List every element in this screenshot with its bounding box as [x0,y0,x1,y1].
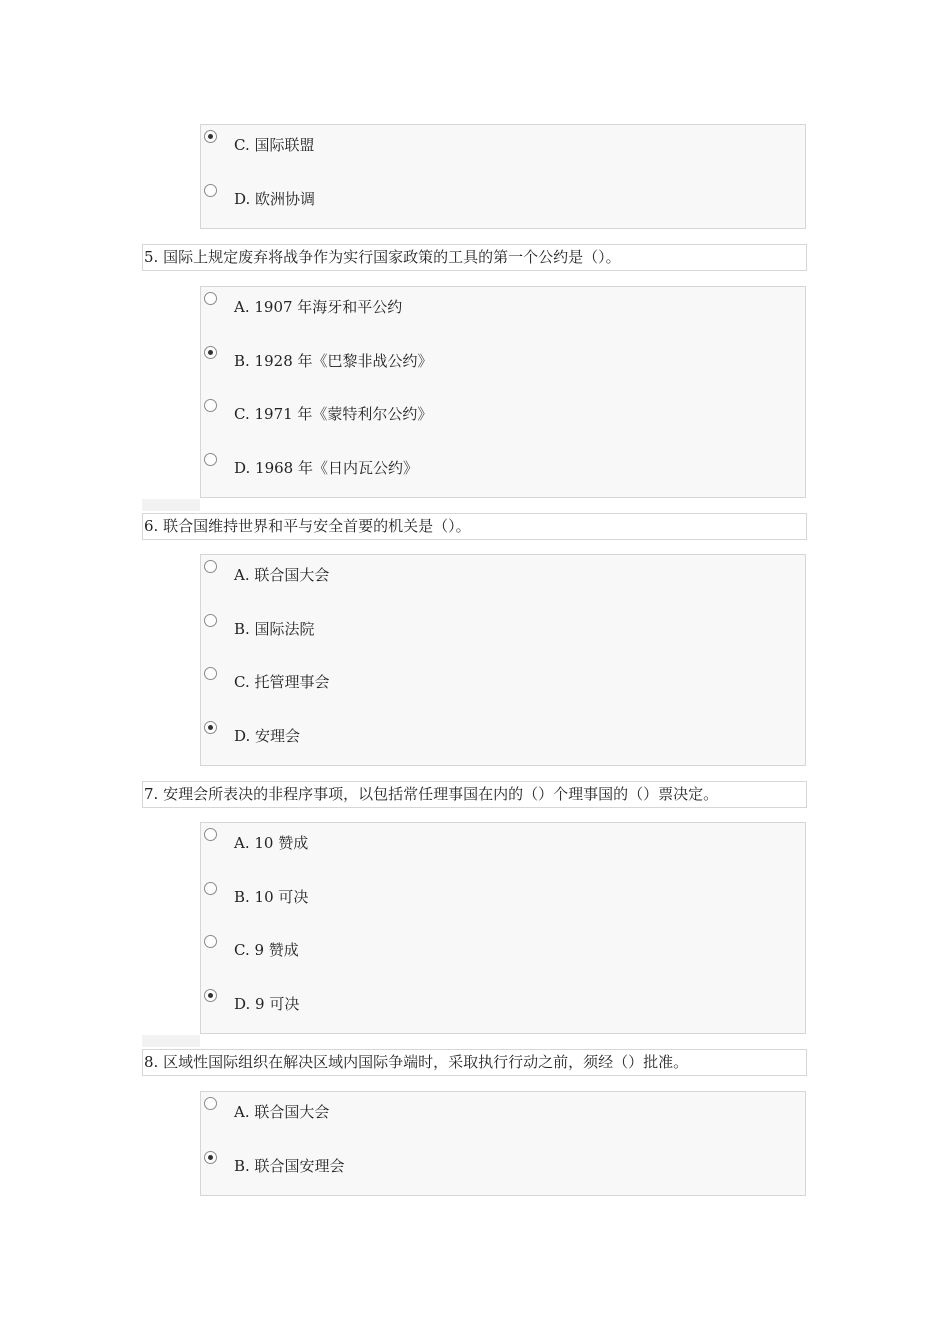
option-list-q6 [200,554,806,766]
option-list-q5 [200,286,806,498]
option-c[interactable] [201,662,805,716]
option-label: D. 9 可决 [234,994,300,1013]
question-5: 5. 国际上规定废弃将战争作为实行国家政策的工具的第一个公约是（）。 [142,244,807,271]
option-d[interactable] [201,179,805,233]
question-7: 7. 安理会所表决的非程序事项，以包括常任理事国在内的（）个理事国的（）票决定。 [142,781,807,808]
radio-unchecked-icon[interactable] [204,935,217,948]
divider-strip [142,499,200,511]
radio-unchecked-icon[interactable] [204,882,217,895]
option-a[interactable] [201,287,805,341]
option-list-q4 [200,124,806,229]
radio-checked-icon[interactable] [204,989,217,1002]
option-label: A. 1907 年海牙和平公约 [234,298,403,316]
option-label: B. 国际法院 [234,619,315,638]
option-d[interactable] [201,716,805,770]
radio-checked-icon[interactable] [204,721,217,734]
divider-strip [142,1035,200,1047]
radio-unchecked-icon[interactable] [204,828,217,841]
option-label: B. 10 可决 [234,887,309,906]
option-label: D. 安理会 [234,726,301,745]
option-label: C. 国际联盟 [234,136,315,154]
option-a[interactable] [201,1092,805,1146]
option-a[interactable] [201,823,805,877]
option-c[interactable] [201,930,805,984]
option-b[interactable] [201,609,805,663]
option-label: B. 联合国安理会 [234,1156,345,1175]
option-list-q7 [200,822,806,1034]
radio-unchecked-icon[interactable] [204,453,217,466]
radio-checked-icon[interactable] [204,1151,217,1164]
question-8: 8. 区域性国际组织在解决区域内国际争端时，采取执行行动之前，须经（）批准。 [142,1049,807,1076]
radio-unchecked-icon[interactable] [204,399,217,412]
radio-unchecked-icon[interactable] [204,560,217,573]
option-label: C. 9 赞成 [234,941,299,959]
option-c[interactable] [201,394,805,448]
option-d[interactable] [201,984,805,1038]
option-b[interactable] [201,877,805,931]
radio-unchecked-icon[interactable] [204,292,217,305]
option-list-q8 [200,1091,806,1196]
option-label: A. 10 赞成 [234,834,309,852]
option-d[interactable] [201,448,805,502]
option-label: A. 联合国大会 [234,566,330,584]
radio-unchecked-icon[interactable] [204,184,217,197]
option-label: A. 联合国大会 [234,1103,330,1121]
radio-unchecked-icon[interactable] [204,1097,217,1110]
radio-checked-icon[interactable] [204,346,217,359]
option-b[interactable] [201,1146,805,1200]
option-label: B. 1928 年《巴黎非战公约》 [234,351,433,370]
option-label: D. 1968 年《日内瓦公约》 [234,458,418,477]
option-b[interactable] [201,341,805,395]
option-label: C. 1971 年《蒙特利尔公约》 [234,405,433,423]
option-c[interactable] [201,125,805,179]
option-label: D. 欧洲协调 [234,189,316,208]
radio-unchecked-icon[interactable] [204,614,217,627]
radio-checked-icon[interactable] [204,130,217,143]
question-6: 6. 联合国维持世界和平与安全首要的机关是（）。 [142,513,807,540]
radio-unchecked-icon[interactable] [204,667,217,680]
option-a[interactable] [201,555,805,609]
option-label: C. 托管理事会 [234,673,330,691]
